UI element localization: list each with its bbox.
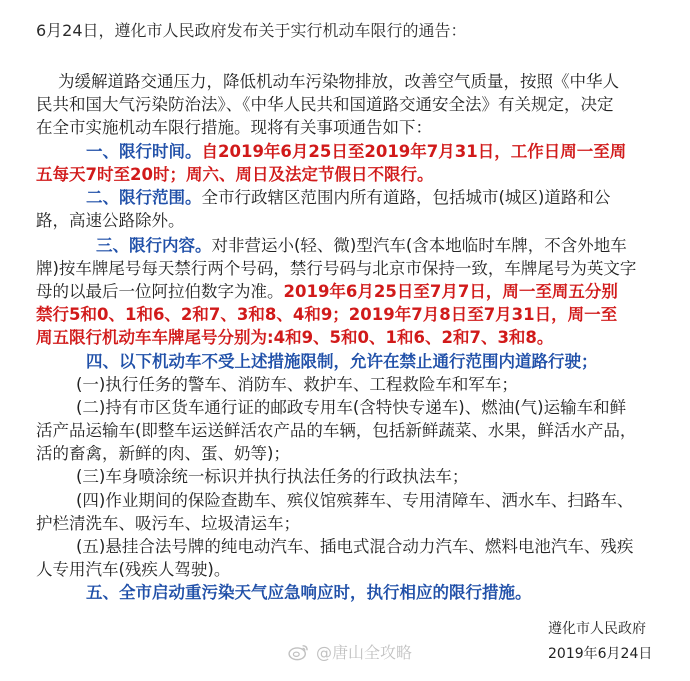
section2-line-1 <box>86 187 610 209</box>
section1-line-2: 五每天7时至20时；周六、周日及法定节假日不限行。 <box>36 165 434 184</box>
section4-item-3: (三)车身喷涂统一标识并执行执法任务的行政执法车； <box>76 467 469 486</box>
weibo-icon <box>288 643 310 661</box>
section3-line-5: 周五限行机动车车牌尾号分别为:4和9、5和0、1和6、2和7、3和8。 <box>36 328 554 347</box>
signature-org: 遵化市人民政府 <box>548 621 646 637</box>
section3-text-1: 对非营运小(轻、微)型汽车(含本地临时车牌，不含外地车 <box>211 236 627 255</box>
section3-line-2: 牌)按车牌尾号每天禁行两个号码，禁行号码与北京市保持一致，车牌尾号为英文字 <box>36 259 637 278</box>
section4-item-4-cont: 护栏清洗车、吸污车、垃圾清运车； <box>36 514 300 533</box>
intro-line-1: 为缓解道路交通压力，降低机动车污染物排放，改善空气质量，按照《中华人 <box>58 72 619 91</box>
intro-line-3: 在全市实施机动车限行措施。现将有关事项通告如下： <box>36 118 432 137</box>
section4-heading: 四、以下机动车不受上述措施限制，允许在禁止通行范围内道路行驶； <box>86 352 598 371</box>
section2-line-2: 路，高速公路除外。 <box>36 211 185 230</box>
watermark-text: @唐山全攻略 <box>316 643 413 662</box>
section4-item-2-cont-1: 活产品运输车(即整车运送鲜活农产品的车辆，包括新鲜蔬菜、水果，鲜活水产品， <box>36 421 637 440</box>
section2-heading: 二、限行范围。 <box>86 188 202 207</box>
section3-heading: 三、限行内容。 <box>96 236 212 255</box>
section5-heading: 五、全市启动重污染天气应急响应时，执行相应的限行措施。 <box>86 583 532 602</box>
intro-line-2: 民共和国大气污染防治法》、《中华人民共和国道路交通安全法》有关规定，决定 <box>36 95 614 114</box>
header-line: 6月24日，遵化市人民政府发布关于实行机动车限行的通告： <box>36 21 467 40</box>
section4-item-5: (五)悬挂合法号牌的纯电动汽车、插电式混合动力汽车、燃料电池汽车、残疾 <box>76 537 634 556</box>
section3-text-3b: 2019年6月25日至7月7日，周一至周五分别 <box>283 282 618 301</box>
section3-line-1 <box>96 235 627 257</box>
section1-text-1: 自2019年6月25日至2019年7月31日，工作日周一至周 <box>201 142 627 161</box>
section1-heading: 一、限行时间。 <box>86 142 202 161</box>
section4-item-5-cont: 人专用汽车(残疾人驾驶)。 <box>36 560 231 579</box>
section3-text-3a: 母的以最后一位阿拉伯数字为准。 <box>36 282 284 301</box>
section4-item-4: (四)作业期间的保险查勘车、殡仪馆殡葬车、专用清障车、洒水车、扫路车、 <box>76 491 634 510</box>
signature-date: 2019年6月24日 <box>548 646 653 662</box>
section1-line-1 <box>86 141 626 163</box>
section4-item-2: (二)持有市区货车通行证的邮政专用车(含特快专递车)、燃油(气)运输车和鲜 <box>76 398 627 417</box>
section3-line-3 <box>36 281 618 303</box>
section3-line-4: 禁行5和0、1和6、2和7、3和8、4和9；2019年7月8日至7月31日，周一至 <box>36 305 618 324</box>
section2-text-1: 全市行政辖区范围内所有道路，包括城市(城区)道路和公 <box>201 188 611 207</box>
watermark <box>288 640 412 663</box>
section4-item-2-cont-2: 活的畜禽，新鲜的肉、蛋、奶等)； <box>36 444 290 463</box>
section4-item-1: (一)执行任务的警车、消防车、救护车、工程救险车和军车； <box>76 375 518 394</box>
